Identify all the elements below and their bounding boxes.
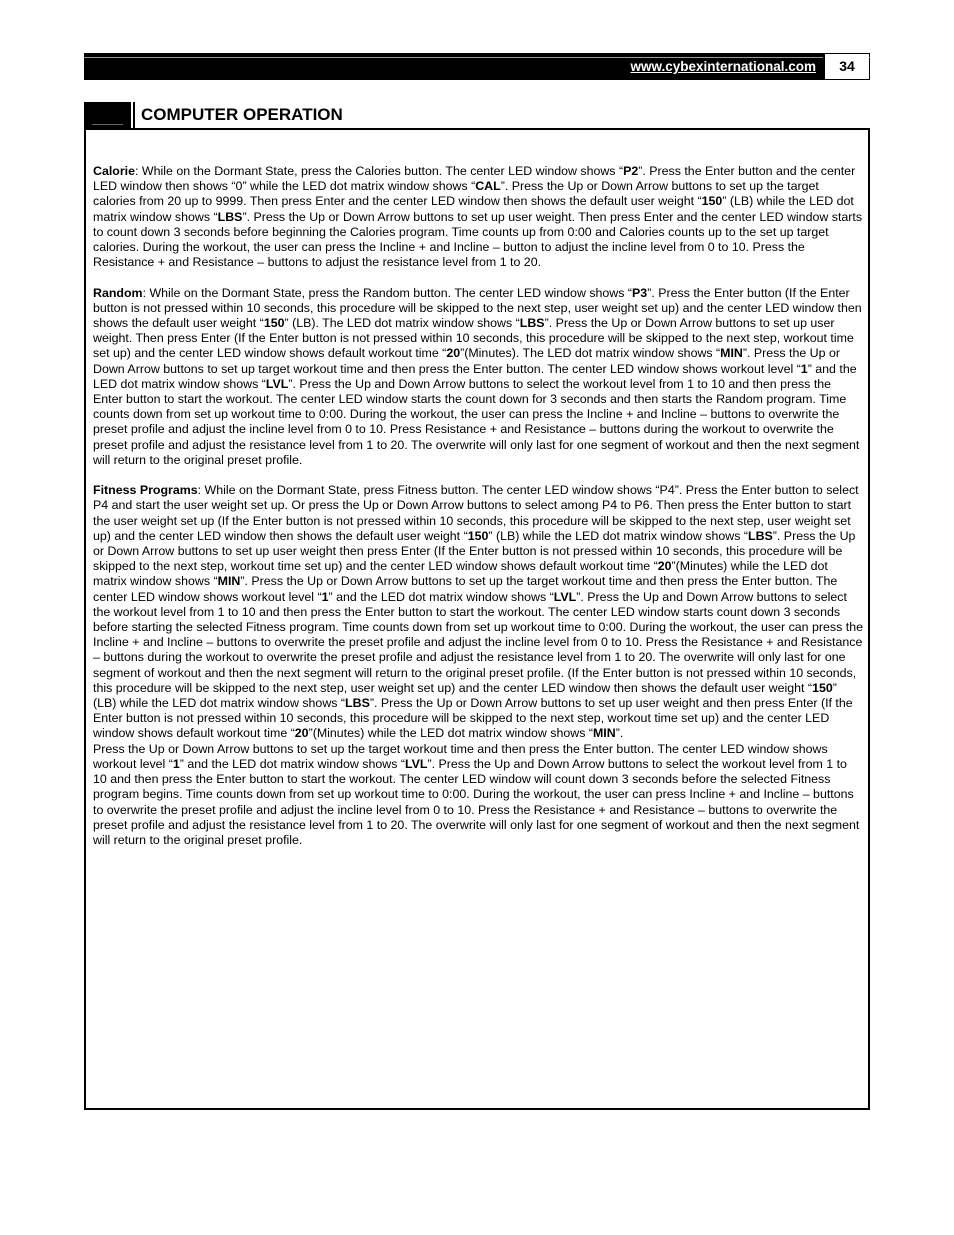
- bold-term: 150: [812, 680, 833, 695]
- text-run: ” and the LED dot matrix window shows “: [179, 756, 405, 771]
- text-run: : While on the Dormant State, press the Calories button. The center LED window shows “: [135, 164, 624, 178]
- text-run: ” and the LED dot matrix window shows “: [93, 361, 857, 391]
- bold-term: 20: [657, 559, 672, 574]
- text-run: ”(Minutes) while the LED dot matrix window shows “: [308, 726, 593, 741]
- section-tab-block: [84, 102, 131, 128]
- text-run: ”. Press the Enter button (If the Enter button is not pressed within 10 seconds, this procedure will be skipped to the next step, user weight set up) and the center LED window then shows the default user weight “: [93, 285, 862, 331]
- bold-term: LVL: [405, 756, 428, 771]
- text-run: ”(Minutes) while the LED dot matrix window shows “: [93, 559, 828, 589]
- instruction-paragraph: [93, 483, 863, 741]
- instruction-paragraph: [93, 742, 863, 848]
- bold-term: 20: [446, 346, 461, 361]
- bold-term: LBS: [519, 316, 545, 331]
- text-run: ”. Press the Up or Down Arrow buttons to set up the target workout time and then press the Enter button. The center LED window shows workout level “: [93, 574, 838, 604]
- bold-term: LBS: [345, 696, 370, 711]
- instruction-paragraph: [93, 164, 863, 270]
- bold-term: 1: [321, 589, 329, 604]
- text-run: ” (LB) while the LED dot matrix window shows “: [93, 194, 854, 224]
- section-title: COMPUTER OPERATION: [141, 105, 343, 124]
- text-run: : While on the Dormant State, press the Random button. The center LED window shows “: [142, 285, 633, 300]
- text-run: ”. Press the Up or Down Arrow buttons to set up target workout time and then press the Enter button. The center LED window shows workout level “: [93, 346, 840, 376]
- bold-term: LBS: [748, 528, 773, 543]
- section-divider: [133, 102, 135, 128]
- bold-term: 150: [701, 194, 723, 209]
- section-header: [84, 102, 870, 129]
- bold-term: 150: [263, 316, 285, 331]
- text-run: ”. Press the Up and Down Arrow buttons to select the workout level from 1 to 10 and then press the Enter button to start the workout. The center LED window starts the count down for 3 seconds and then starts the Random program. Time counts down from set up workout time to 0:00. During the workout, the user can press the Incline + and Incline – buttons to overwrite the preset profile and adjust the incline level from 0 to 10. Press Resistance + and Resistance – buttons during the workout to overwrite the preset profile and adjust the resistance level from 1 to 20. The overwrite will only last for one segment of workout and then the next segment will return to the original preset profile.: [93, 376, 860, 467]
- header-rule: [84, 57, 870, 58]
- bold-term: 150: [467, 528, 489, 543]
- page-header-bar: [84, 53, 870, 80]
- instruction-text: [93, 164, 863, 848]
- text-run: ”.: [615, 726, 624, 741]
- text-run: ” (LB). The LED dot matrix window shows “: [284, 316, 520, 331]
- bold-term: MIN: [217, 574, 241, 589]
- text-run: ”(Minutes). The LED dot matrix window shows “: [460, 346, 721, 361]
- text-run: ”. Press the Enter button and the center LED window then shows “0” while the LED dot matrix window shows “: [93, 164, 856, 194]
- text-run: ”. Press the Up or Down Arrow buttons to set up user weight then press Enter (If the Enter button is not pressed within 10 seconds, this procedure will be skipped to the next step, workout time set up) and the center LED window shows default workout time “: [93, 528, 856, 574]
- bold-term: CAL: [475, 179, 501, 194]
- bold-term: Calorie: [93, 164, 136, 178]
- text-run: ” and the LED dot matrix window shows “: [328, 589, 554, 604]
- bold-term: P2: [623, 164, 639, 178]
- text-run: ”. Press the Up or Down Arrow buttons to set up user weight. Then press Enter (If the Enter button is not pressed within 10 seconds, this procedure will be skipped to the next step, workout time set up) and the center LED window shows default workout time “: [93, 316, 854, 361]
- text-run: ”. Press the Up and Down Arrow buttons to select the workout level from 1 to 10 and then press the Enter button to start the workout. The center LED window starts count down 3 seconds before starting the selected Fitness program. Time counts down from set up workout time to 0:00. During the workout, the user can press the Incline + and Incline – buttons to overwrite the preset profile and adjust the incline level from 0 to 10. Press the Resistance + and Resistance – buttons during the workout to overwrite the preset profile and adjust the resistance level from 1 to 20. The overwrite will only last for one segment of workout and then the next segment will return to the original preset profile. (If the Enter button is not pressed within 10 seconds, this procedure will be skipped to the next step, user weight set up) and the center LED window then shows the default user weight “: [93, 589, 863, 695]
- text-run: ”. Press the Up or Down Arrow buttons to set up the target calories from 20 up to 9999. Then press Enter and the center LED window then shows the default user weight “: [93, 179, 819, 209]
- bold-term: Fitness Programs: [93, 483, 198, 498]
- bold-term: P3: [632, 285, 648, 300]
- bold-term: LVL: [553, 589, 577, 604]
- page-number: 34: [823, 54, 869, 79]
- section-tab-underline: [92, 124, 123, 125]
- text-run: ” (LB) while the LED dot matrix window shows “: [93, 680, 837, 711]
- bold-term: LVL: [265, 376, 289, 391]
- text-run: ”. Press the Up or Down Arrow buttons to set up user weight and then press Enter (If the Enter button is not pressed within 10 seconds, this procedure will be skipped to the next step, workout time set up) and the center LED window shows default workout time “: [93, 696, 853, 741]
- text-run: Press the Up or Down Arrow buttons to set up the target workout time and then press the Enter button. The center LED window shows workout level “: [93, 741, 828, 771]
- bold-term: MIN: [592, 726, 616, 741]
- bold-term: 1: [172, 756, 180, 771]
- bold-term: MIN: [720, 346, 743, 361]
- text-run: ” (LB) while the LED dot matrix window shows “: [488, 528, 748, 543]
- website-link[interactable]: www.cybexinternational.com: [630, 59, 816, 74]
- instruction-paragraph: [93, 286, 863, 468]
- content-frame: [84, 128, 870, 1110]
- text-run: ”. Press the Up and Down Arrow buttons to select the workout level from 1 to 10 and then press the Enter button to start the workout. The center LED window will count down 3 seconds before the selected Fitness program begins. Time counts down from set up workout time to 0:00. During the workout, the user can press Incline + and Incline – buttons to overwrite the preset profile and adjust the incline level from 0 to 10. Press the Resistance + and Resistance – buttons to overwrite the preset profile and adjust the resistance level from 1 to 20. The overwrite will only last for one segment of workout and then the next segment will return to the original preset profile.: [93, 756, 860, 847]
- bold-term: 1: [800, 361, 808, 376]
- bold-term: 20: [294, 726, 309, 741]
- text-run: : While on the Dormant State, press Fitness button. The center LED window shows “P4”. Press the Enter button to select P4 and start the user weight set up. Or press the Up or Down Arrow buttons to select among P4 to P6. Then press the Enter button to start the user weight set up (If the Enter button is not pressed within 10 seconds, this procedure will be skipped to the next step, user weight set up) and the center LED window then shows the default user weight “: [93, 483, 859, 543]
- bold-term: Random: [93, 285, 143, 300]
- bold-term: LBS: [217, 209, 243, 224]
- text-run: ”. Press the Up or Down Arrow buttons to set up user weight. Then press Enter and the center LED window starts to count down 3 seconds before beginning the Calories program. Time counts up from 0:00 and Calories counts up to the set up target calories. During the workout, the user can press the Incline + and Incline – button to adjust the incline level from 0 to 10. Press the Resistance + and Resistance – buttons to adjust the resistance level from 1 to 20.: [93, 209, 863, 270]
